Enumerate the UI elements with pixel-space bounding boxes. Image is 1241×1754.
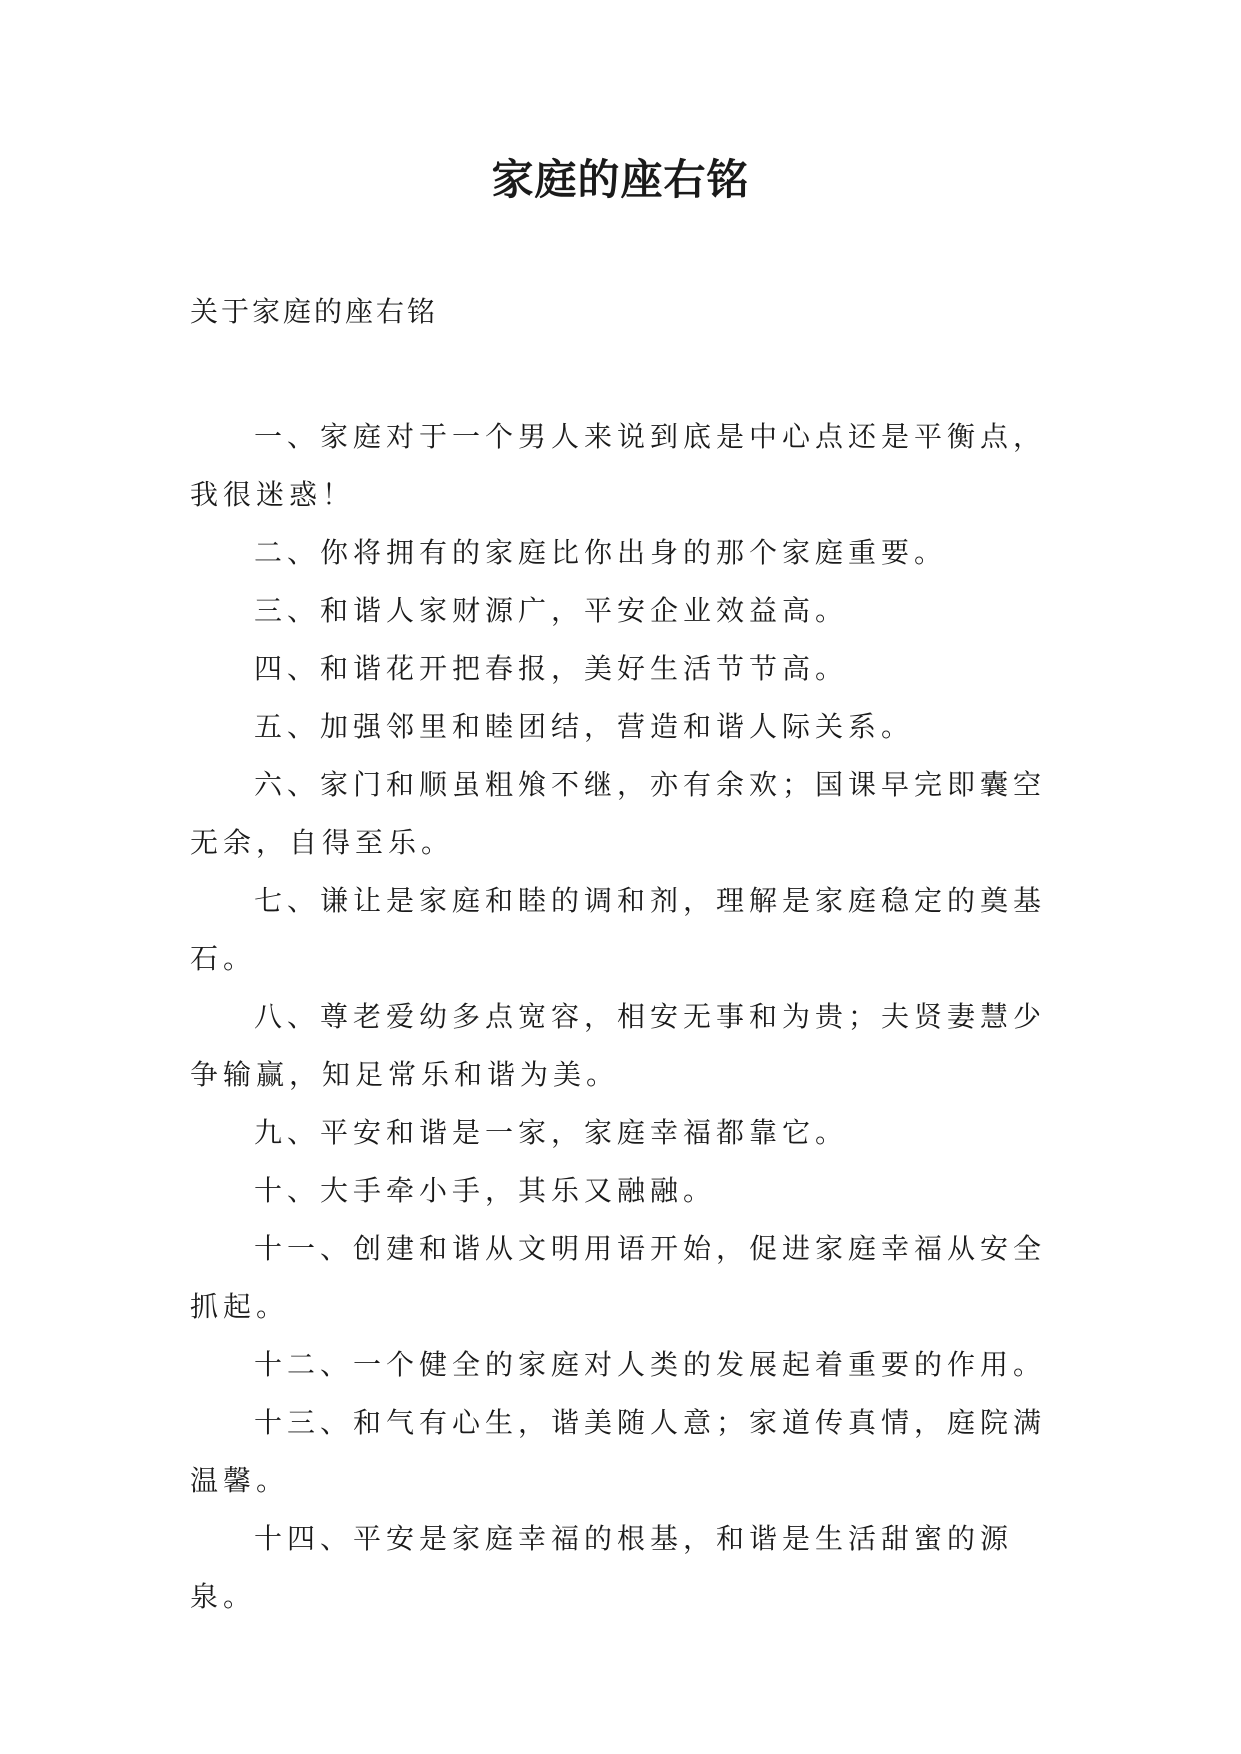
body-text: [190, 408, 1060, 1626]
paragraph-11: 十一、创建和谐从文明用语开始，促进家庭幸福从安全抓起。: [190, 1232, 1047, 1323]
paragraph-14: 十四、平安是家庭幸福的根基，和谐是生活甜蜜的源泉。: [190, 1522, 1014, 1613]
paragraph-5: 五、加强邻里和睦团结，营造和谐人际关系。: [254, 710, 915, 743]
paragraph-13: 十三、和气有心生，谐美随人意；家道传真情，庭院满温馨。: [190, 1406, 1047, 1497]
page-title: 家庭的座右铭: [491, 155, 750, 204]
paragraph-10: 十、大手牵小手，其乐又融融。: [254, 1174, 717, 1207]
paragraph-8: 八、尊老爱幼多点宽容，相安无事和为贵；夫贤妻慧少争输赢，知足常乐和谐为美。: [190, 1000, 1047, 1091]
paragraph-1: 一、家庭对于一个男人来说到底是中心点还是平衡点，我很迷惑！: [190, 420, 1047, 511]
paragraph-6: 六、家门和顺虽粗飧不继，亦有余欢；国课早完即囊空无余，自得至乐。: [190, 768, 1047, 859]
paragraph-4: 四、和谐花开把春报，美好生活节节高。: [254, 652, 849, 685]
paragraph-2: 二、你将拥有的家庭比你出身的那个家庭重要。: [254, 536, 948, 569]
paragraph-7: 七、谦让是家庭和睦的调和剂，理解是家庭稳定的奠基石。: [190, 884, 1047, 975]
subtitle: 关于家庭的座右铭: [190, 295, 439, 328]
paragraph-3: 三、和谐人家财源广，平安企业效益高。: [254, 594, 849, 627]
paragraph-9: 九、平安和谐是一家，家庭幸福都靠它。: [254, 1116, 849, 1149]
paragraph-12: 十二、一个健全的家庭对人类的发展起着重要的作用。: [254, 1348, 1047, 1381]
